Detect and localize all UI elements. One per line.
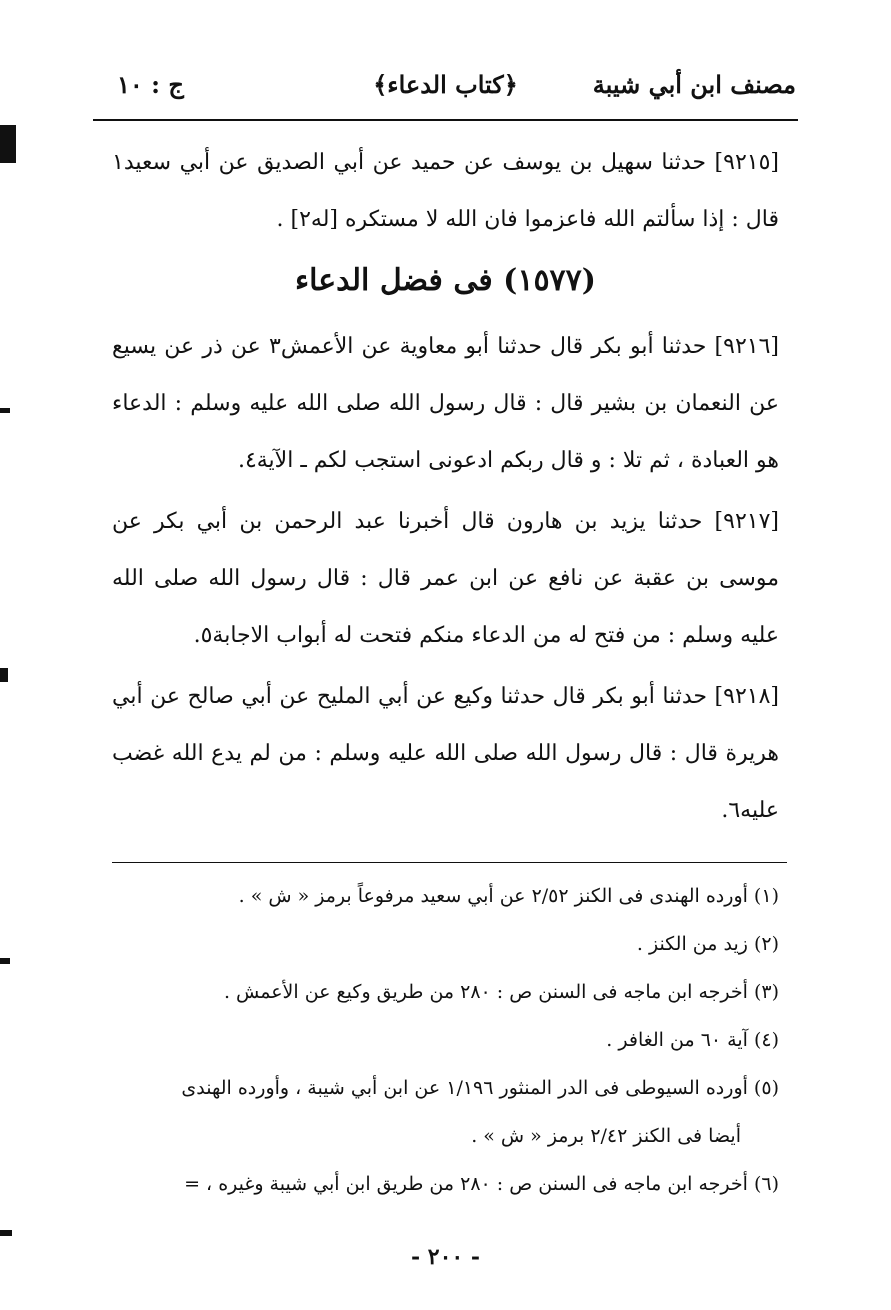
hadith-9215: [٩٢١٥] حدثنا سهيل بن يوسف عن حميد عن أبي الصديق عن أبي سعيد١ قال : إذا سألتم الله فاعزموا فان الله لا مستكره [له٢] . — [112, 150, 779, 232]
hadith-9216: [٩٢١٦] حدثنا أبو بكر قال حدثنا أبو معاوية عن الأعمش٣ عن ذر عن يسيع عن النعمان بن بشير قال : قال رسول الله صلى الله عليه وسلم : الدعاء هو العبادة ، ثم تلا : و قال ربكم ادعونى استجب لكم ـ الآية٤. — [112, 334, 779, 473]
footnote-3: (٣) أخرجه ابن ماجه فى السنن ص : ٢٨٠ من طريق وكيع عن الأعمش . — [223, 981, 779, 1003]
book-title: مصنف ابن أبي شيبة — [592, 70, 796, 99]
footnote-5: (٥) أورده السيوطى فى الدر المنثور ١/١٩٦ عن ابن أبي شيبة ، وأورده الهندى — [181, 1077, 779, 1099]
footnote-5-continuation: أيضا فى الكنز ٢/٤٢ برمز « ش » . — [471, 1125, 741, 1147]
section-heading: (١٥٧٧) فى فضل الدعاء — [295, 263, 596, 298]
scan-mark — [0, 408, 10, 413]
main-text — [112, 134, 779, 843]
chapter-title: ﴿كتاب الدعاء﴾ — [373, 70, 518, 99]
footnote-1: (١) أورده الهندى فى الكنز ٢/٥٢ عن أبي سعيد مرفوعاً برمز « ش » . — [238, 885, 779, 907]
hadith-9217: [٩٢١٧] حدثنا يزيد بن هارون قال أخبرنا عبد الرحمن بن أبي بكر عن موسى بن عقبة عن نافع عن ابن عمر قال : قال رسول الله صلى الله عليه وسلم : من فتح له من الدعاء منكم فتحت له أبواب الاجابة٥. — [112, 509, 779, 648]
volume-label: ج : ١٠ — [117, 70, 184, 99]
scan-mark — [0, 958, 10, 964]
scan-mark — [0, 125, 16, 163]
running-header — [95, 62, 796, 112]
footnote-rule — [112, 862, 787, 863]
hadith-9218: [٩٢١٨] حدثنا أبو بكر قال حدثنا وكيع عن أبي المليح عن أبي صالح عن أبي هريرة قال : قال رسول الله صلى الله عليه وسلم : من لم يدع الله غضب عليه٦. — [112, 684, 779, 823]
footnotes — [105, 872, 779, 1208]
footnote-6: (٦) أخرجه ابن ماجه فى السنن ص : ٢٨٠ من طريق ابن أبي شيبة وغيره ، = — [184, 1173, 779, 1195]
scan-mark — [0, 668, 8, 682]
scan-mark — [0, 1230, 12, 1236]
footnote-2: (٢) زيد من الكنز . — [636, 933, 779, 955]
header-rule — [93, 119, 798, 121]
page-number: - ٢٠٠ - — [410, 1244, 481, 1270]
footnote-4: (٤) آية ٦٠ من الغافر . — [606, 1029, 779, 1051]
